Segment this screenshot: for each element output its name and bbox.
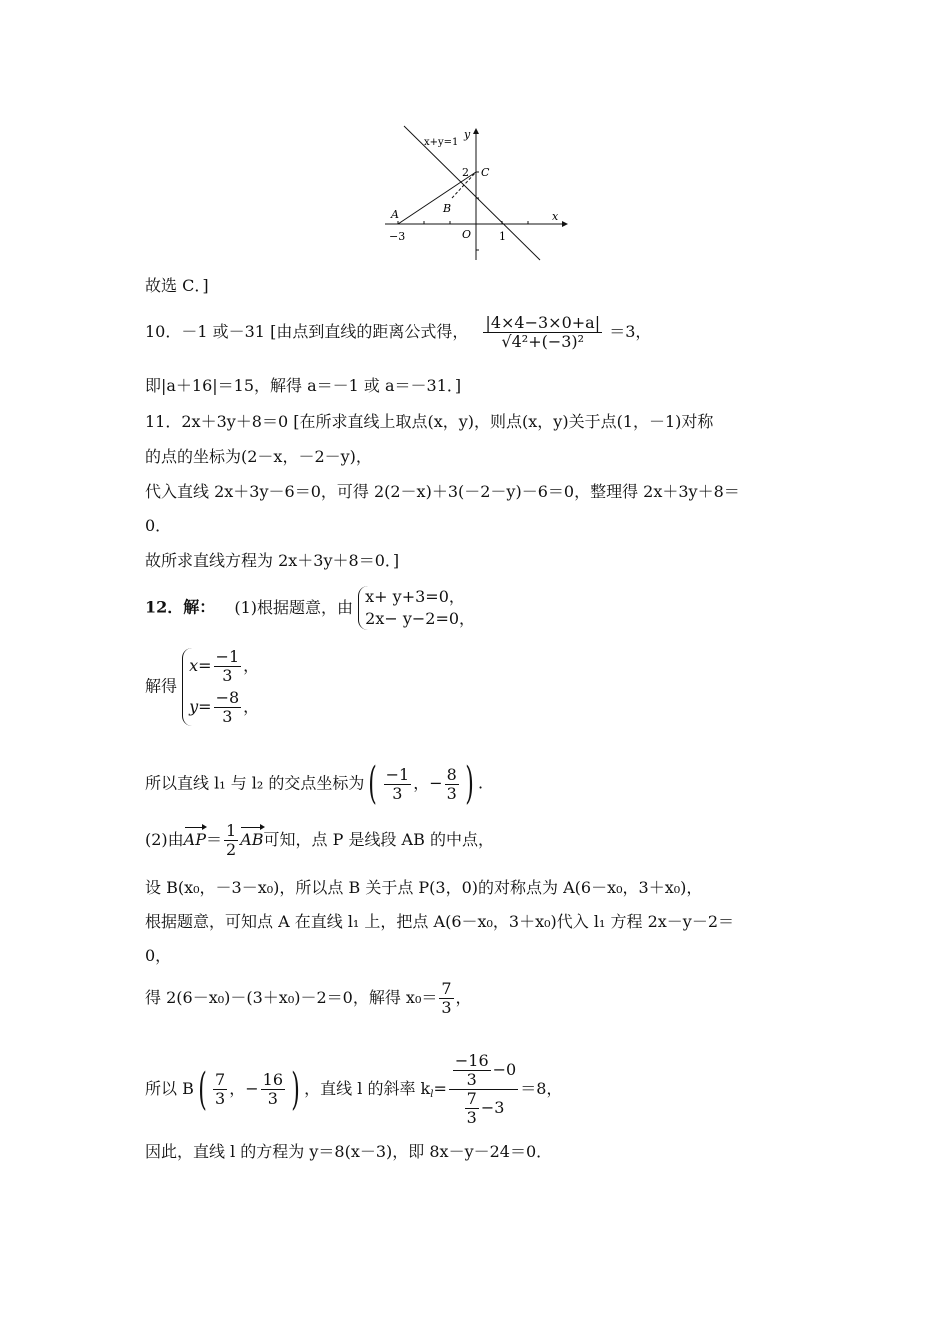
fig-2-label: 2: [462, 166, 469, 179]
q12-B-num2: 16: [262, 1070, 283, 1089]
q12-ip-num1: −1: [385, 764, 410, 784]
left-paren: (: [368, 758, 378, 809]
x-axis-arrow: [562, 221, 568, 227]
q12-intersect-text: 所以直线 l₁ 与 l₂ 的交点坐标为: [145, 773, 365, 793]
q12-slope-res: ＝8，: [520, 1079, 563, 1098]
vector-AB: AB: [240, 830, 264, 849]
q12-system: [358, 586, 475, 630]
q12-x-row: [189, 648, 259, 685]
q12-ip-frac2: [445, 766, 459, 803]
q12-solution: [145, 648, 259, 726]
q12-x-comma: ，: [243, 656, 260, 675]
q10-frac-den: √4²+(−3)²: [501, 332, 585, 351]
fig-line-label: x+y=1: [424, 137, 459, 148]
left-paren-b: (: [198, 1063, 207, 1115]
q12-slope-num: [449, 1052, 518, 1090]
q12-x-frac: [214, 648, 242, 685]
q11-line5: 故所求直线方程为 2x＋3y＋8＝0．]: [145, 551, 400, 570]
q12-part1: (1)根据题意，由: [234, 597, 354, 617]
q10-frac-num: |4×4−3×0+a|: [485, 313, 601, 332]
q10-suffix: ＝3，: [609, 322, 652, 341]
q11-line3: 代入直线 2x＋3y－6＝0，可得 2(2－x)＋3(－2－y)－6＝0，整理得 2x＋3y＋8＝: [145, 482, 740, 501]
segment-AC: [398, 172, 476, 224]
q12-intersect-line: [145, 758, 484, 809]
q12-half-frac: [224, 822, 238, 859]
q12-half-den: 2: [226, 840, 237, 859]
q12-final-line: 因此，直线 l 的方程为 y＝8(x－3)，即 8x－y－24＝0．: [145, 1142, 553, 1161]
q12-x0-frac: [439, 980, 453, 1017]
q12-y-frac: [214, 689, 242, 726]
q12-half-num: 1: [226, 821, 237, 840]
q12-ip-num2: 8: [446, 764, 457, 784]
fig-neg3-label: −3: [389, 230, 406, 243]
q12-solve2-b: ，: [455, 988, 472, 1007]
q12-p2-eq: ＝: [206, 830, 223, 849]
fig-O-label: O: [462, 228, 472, 241]
q12-kn-num: −16: [454, 1051, 489, 1070]
fig-y-label: y: [464, 128, 471, 141]
q12-ip-den1: 3: [392, 783, 403, 803]
q12-slope-a: ，直线 l 的斜率 k: [304, 1079, 431, 1098]
q12-kn-frac: [453, 1052, 491, 1089]
q12-so-b: 所以 B: [145, 1079, 194, 1098]
q12-y-row: [189, 689, 259, 726]
q12-solve-label: 解得: [145, 676, 178, 696]
q12-solve2-line: [145, 980, 472, 1017]
fig-x-label: x: [552, 210, 559, 223]
q12-y-eq: y=: [189, 697, 212, 716]
vector-AP: AP: [183, 830, 206, 849]
q12-head: 12．解：: [145, 597, 216, 617]
q12-y-den: 3: [222, 707, 233, 726]
y-axis-arrow: [473, 128, 479, 134]
q12-B-mid: ，−: [229, 1079, 259, 1098]
choose-c-line: 故选 C．]: [145, 276, 209, 295]
q12-sys1: x+ y+3=0，: [365, 587, 465, 606]
q12-B-num1: 7: [215, 1070, 226, 1089]
q10-prefix: 10．－1 或－31 [由点到直线的距离公式得，: [145, 322, 469, 341]
q12-x0-den: 3: [441, 998, 452, 1017]
q12-x-num: −1: [215, 647, 240, 666]
q12-kn-den: 3: [466, 1070, 477, 1089]
q12-kd-tail: −3: [480, 1098, 505, 1117]
right-paren: ): [465, 758, 474, 809]
fig-A-label: A: [391, 208, 399, 221]
q12-ip-frac1: [384, 766, 412, 803]
q12-line1: [145, 586, 475, 630]
q12-solve2-a: 得 2(6－x₀)－(3＋x₀)－2＝0，解得 x₀＝: [145, 988, 438, 1007]
q10-line: [145, 314, 651, 351]
q12-p2-b: 可知，点 P 是线段 AB 的中点，: [263, 830, 494, 849]
q10-distance-fraction: [483, 314, 602, 351]
q12-x-den: 3: [222, 666, 233, 685]
q12-kd-frac: [465, 1090, 479, 1127]
q12-part2-line: [145, 822, 494, 859]
q12-sub-line: 根据题意，可知点 A 在直线 l₁ 上，把点 A(6－x₀，3＋x₀)代入 l₁ 方程 2x－y－2＝: [145, 912, 735, 931]
q12-kn-tail: −0: [492, 1060, 517, 1079]
q12-B-frac2: [261, 1071, 285, 1108]
q12-kd-den: 3: [466, 1108, 477, 1127]
q12-sys2: 2x− y−2=0，: [365, 609, 476, 628]
q12-p2-a: (2)由: [145, 830, 184, 849]
q12-slope-den: [449, 1090, 518, 1127]
q11-line1: 11．2x＋3y＋8＝0 [在所求直线上取点(x，y)，则点(x，y)关于点(1，－1)对称: [145, 412, 714, 431]
q12-y-comma: ，: [243, 697, 260, 716]
fig-C-label: C: [481, 166, 490, 179]
q12-slope-line: [145, 1052, 562, 1127]
q12-ip-mid: ，−: [413, 773, 443, 793]
q12-sub-line2: 0，: [145, 946, 172, 965]
fig-B-label: B: [443, 202, 452, 215]
q12-slope-sub: l: [430, 1089, 434, 1100]
q11-line2: 的点的坐标为(2－x，－2－y)，: [145, 447, 372, 466]
q12-set-line: 设 B(x₀，－3－x₀)，所以点 B 关于点 P(3，0)的对称点为 A(6－x₀，3＋x₀)，: [145, 878, 703, 897]
q12-ip-end: .: [477, 773, 484, 793]
fig-1-label: 1: [499, 230, 506, 243]
q10-line2: 即|a＋16|＝15，解得 a＝－1 或 a＝－31．]: [145, 376, 462, 395]
right-paren-b: ): [291, 1063, 300, 1115]
q12-y-num: −8: [215, 688, 240, 707]
q12-ip-den2: 3: [446, 783, 457, 803]
q12-x-eq: x=: [189, 656, 212, 675]
coordinate-figure: [380, 120, 570, 270]
q12-kd-num: 7: [466, 1089, 477, 1108]
q12-solution-brace: [182, 648, 259, 726]
q12-slope-frac: [449, 1052, 518, 1127]
q12-B-den1: 3: [215, 1089, 226, 1108]
q12-x0-num: 7: [441, 979, 452, 998]
q12-B-frac1: [213, 1071, 227, 1108]
q12-slope-eq: =: [433, 1079, 447, 1098]
q12-B-den2: 3: [267, 1089, 278, 1108]
q11-line4: 0．: [145, 516, 172, 535]
